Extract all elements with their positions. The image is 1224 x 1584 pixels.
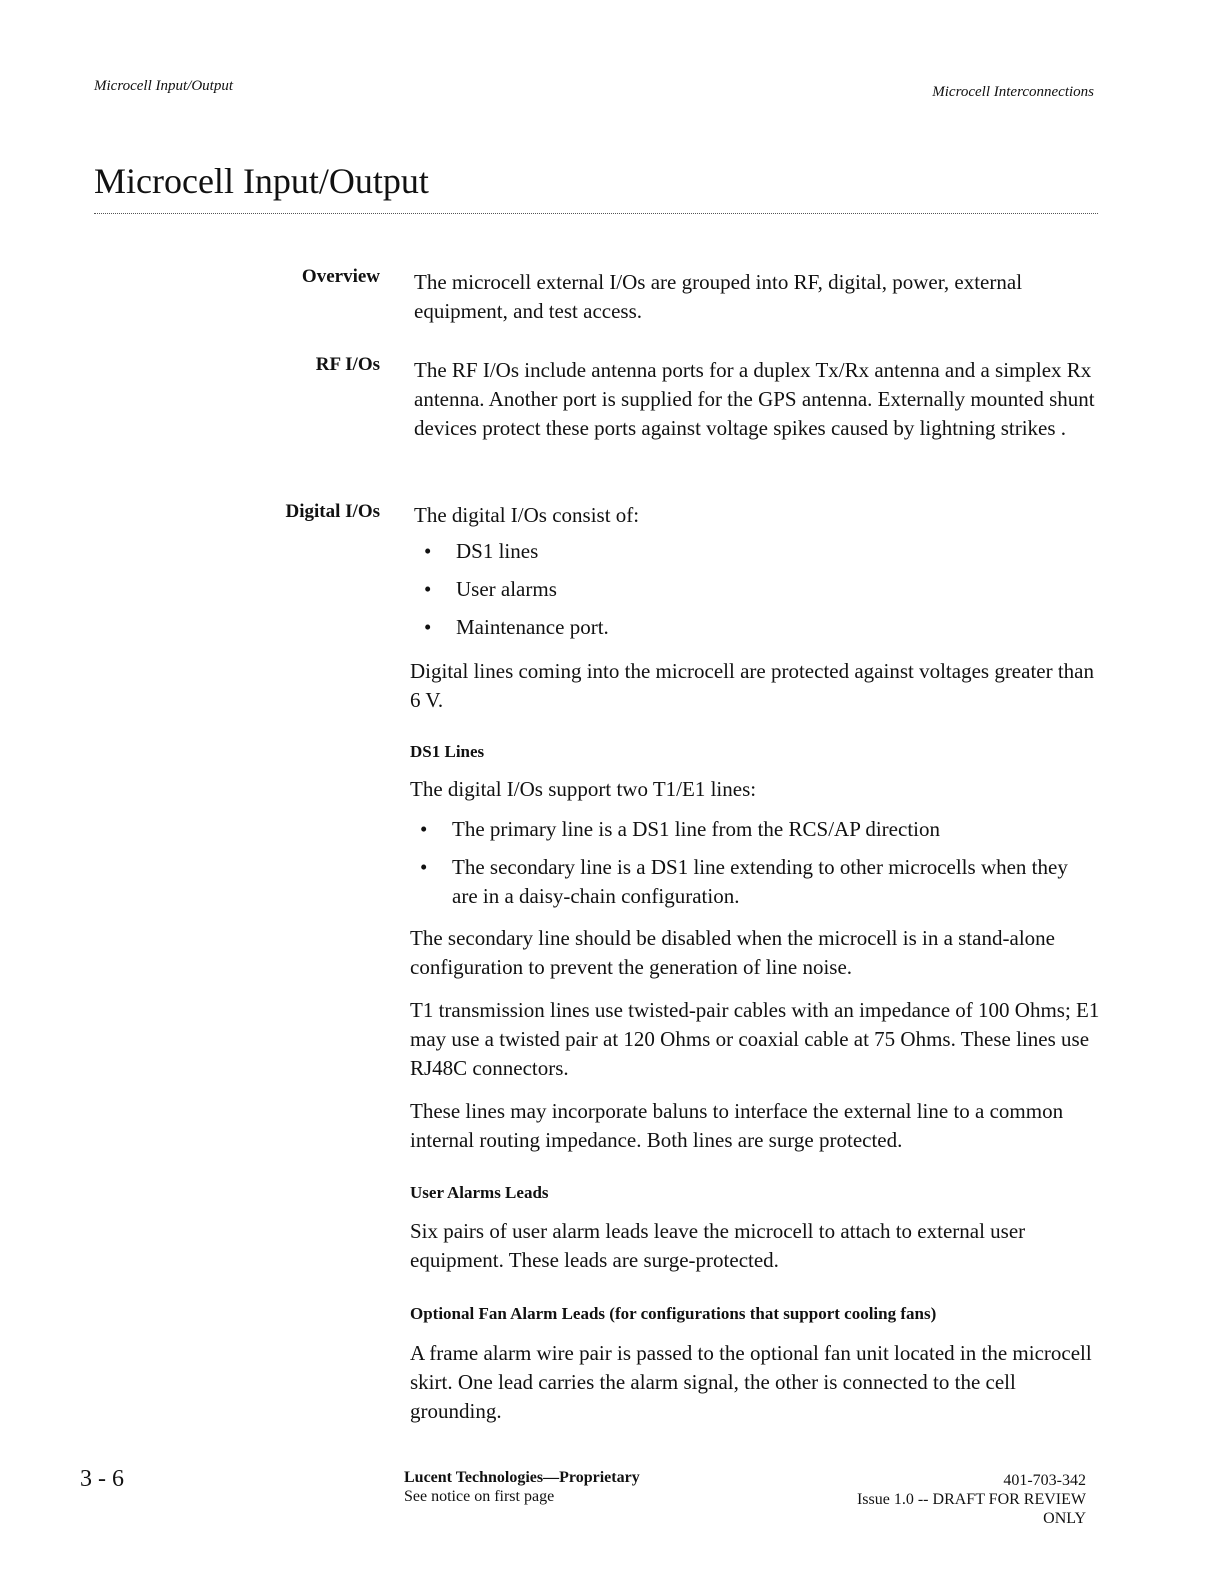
running-header-right: Microcell Interconnections <box>932 84 1094 100</box>
footer-issue-cont: ONLY <box>1043 1510 1086 1527</box>
list-item: • DS1 lines <box>424 539 539 563</box>
fan-alarm-paragraph: A frame alarm wire pair is passed to the optional fan unit located in the microcell skirt. One lead carries the alarm signal, the other is connected to the cell grounding. <box>410 1341 1092 1423</box>
digital-ios-intro: The digital I/Os consist of: <box>414 503 640 527</box>
ds1-impedance-paragraph: T1 transmission lines use twisted-pair cables with an impedance of 100 Ohms; E1 may use a twisted pair at 120 Ohms or coaxial cable at 75 Ohms. These lines use RJ48C connectors. <box>410 998 1100 1080</box>
ds1-intro: The digital I/Os support two T1/E1 lines: <box>410 777 757 801</box>
ds1-lines-list <box>410 815 1090 911</box>
footer-company: Lucent Technologies—Proprietary <box>404 1469 640 1486</box>
footer-document-info <box>857 1471 1086 1528</box>
digital-protection-paragraph: Digital lines coming into the microcell are protected against voltages greater than 6 V. <box>410 659 1095 712</box>
side-heading-rf-ios: RF I/Os <box>315 354 380 375</box>
footer-issue: Issue 1.0 -- DRAFT FOR REVIEW <box>856 1491 1086 1508</box>
ds1-standalone-paragraph: The secondary line should be disabled when the microcell is in a stand-alone configuration to prevent the generation of line noise. <box>410 926 1055 979</box>
list-item: • Maintenance port. <box>424 615 609 639</box>
digital-ios-list <box>414 537 1094 642</box>
footer-notice: See notice on first page <box>404 1488 555 1505</box>
ds1-baluns-paragraph: These lines may incorporate baluns to interface the external line to a common internal routing impedance. Both lines are surge protected. <box>410 1099 1064 1152</box>
page-number: 3 - 6 <box>80 1466 124 1492</box>
side-heading-overview: Overview <box>301 266 380 287</box>
fan-alarm-heading: Optional Fan Alarm Leads (for configurations that support cooling fans) <box>410 1304 937 1323</box>
page-title: Microcell Input/Output <box>94 161 429 201</box>
list-item: • The primary line is a DS1 line from the RCS/AP direction <box>420 817 940 841</box>
user-alarms-heading: User Alarms Leads <box>410 1183 549 1202</box>
list-item: • User alarms <box>424 577 557 601</box>
overview-paragraph: The microcell external I/Os are grouped into RF, digital, power, external equipment, and test access. <box>414 270 1023 323</box>
footer-doc-number: 401-703-342 <box>1003 1472 1086 1489</box>
rf-ios-paragraph: The RF I/Os include antenna ports for a duplex Tx/Rx antenna and a simplex Rx antenna. Another port is supplied for the GPS antenna. Externally mounted shunt devices protect these ports against voltage spikes caused by lightning strikes . <box>414 358 1095 440</box>
title-divider <box>94 213 1098 214</box>
running-header-left: Microcell Input/Output <box>94 78 233 94</box>
user-alarms-paragraph: Six pairs of user alarm leads leave the microcell to attach to external user equipment. These leads are surge-protected. <box>410 1219 1026 1272</box>
list-item: • The secondary line is a DS1 line extending to other microcells when they are in a daisy-chain configuration. <box>420 855 1068 908</box>
side-heading-digital-ios: Digital I/Os <box>285 501 380 522</box>
ds1-lines-heading: DS1 Lines <box>410 742 485 761</box>
footer-proprietary <box>404 1468 640 1506</box>
